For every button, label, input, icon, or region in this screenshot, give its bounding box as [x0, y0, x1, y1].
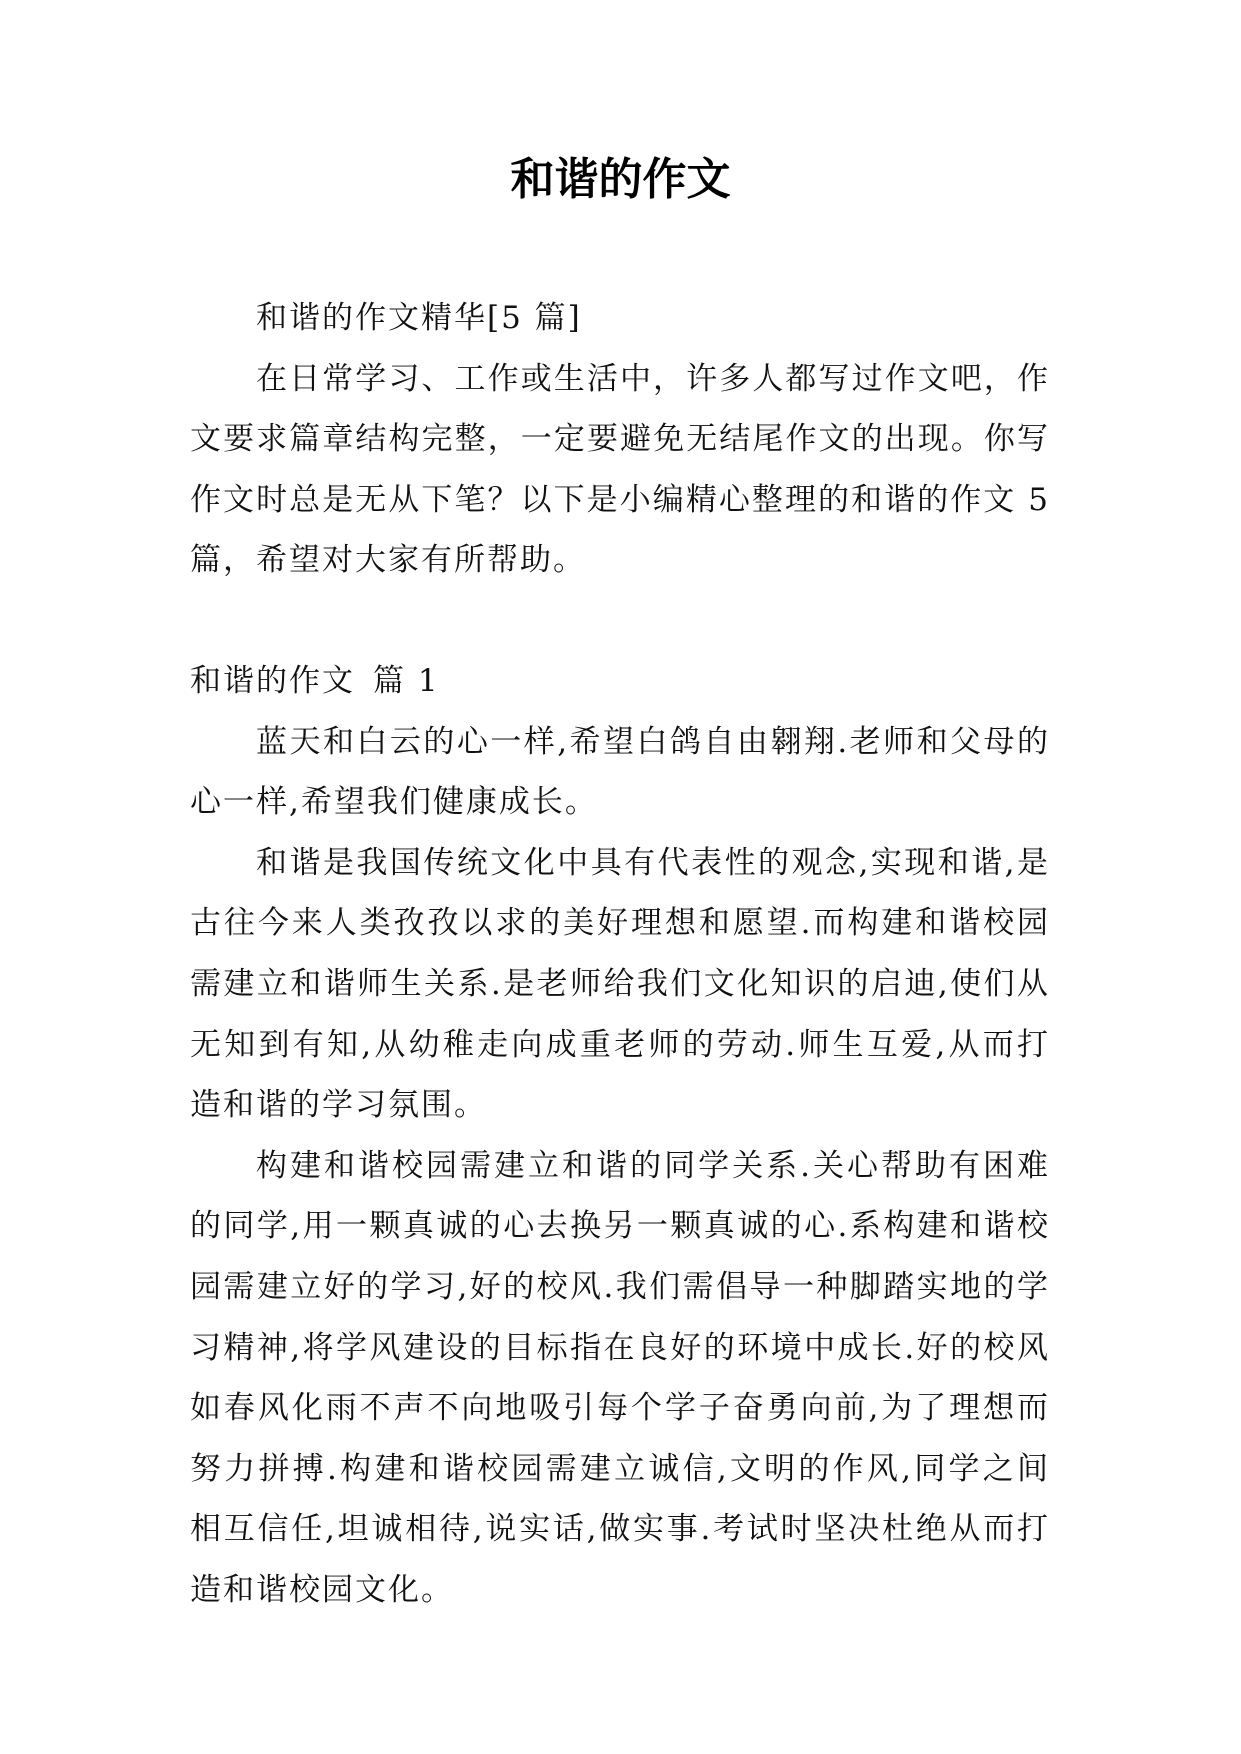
section-heading [190, 651, 1050, 712]
section-paragraph-1: 蓝天和白云的心一样,希望白鸽自由翱翔.老师和父母的心一样,希望我们健康成长。 [190, 723, 1050, 821]
document-title: 和谐的作文 [510, 154, 731, 205]
section-paragraph-3: 构建和谐校园需建立和谐的同学关系.关心帮助有困难的同学,用一颗真诚的心去换另一颗真诚的心.系构建和谐校园需建立好的学习,好的校风.我们需倡导一种脚踏实地的学习精神,将学风建设的目标指在良好的环境中成长.好的校风如春风化雨不声不向地吸引每个学子奋勇向前,为了理想而努力拼搏.构建和谐校园需建立诚信,文明的作风,同学之间相互信任,坦诚相待,说实话,做实事.考试时坚决杜绝从而打造和谐校园文化。 [190, 1147, 1050, 1608]
document-subtitle: 和谐的作文精华[5 篇] [256, 300, 582, 336]
section-heading-title: 和谐的作文 [190, 662, 355, 699]
document-body [190, 288, 1050, 1620]
section-heading-number: 篇 1 [373, 662, 440, 699]
section-paragraph-2: 和谐是我国传统文化中具有代表性的观念,实现和谐,是古往今来人类孜孜以求的美好理想和愿望.而构建和谐校园需建立和谐师生关系.是老师给我们文化知识的启迪,使们从无知到有知,从幼稚走向成重老师的劳动.师生互爱,从而打造和谐的学习氛围。 [190, 844, 1050, 1124]
intro-paragraph: 在日常学习、工作或生活中，许多人都写过作文吧，作文要求篇章结构完整，一定要避免无结尾作文的出现。你写作文时总是无从下笔？以下是小编精心整理的和谐的作文 5篇，希望对大家有所帮助。 [190, 360, 1050, 579]
